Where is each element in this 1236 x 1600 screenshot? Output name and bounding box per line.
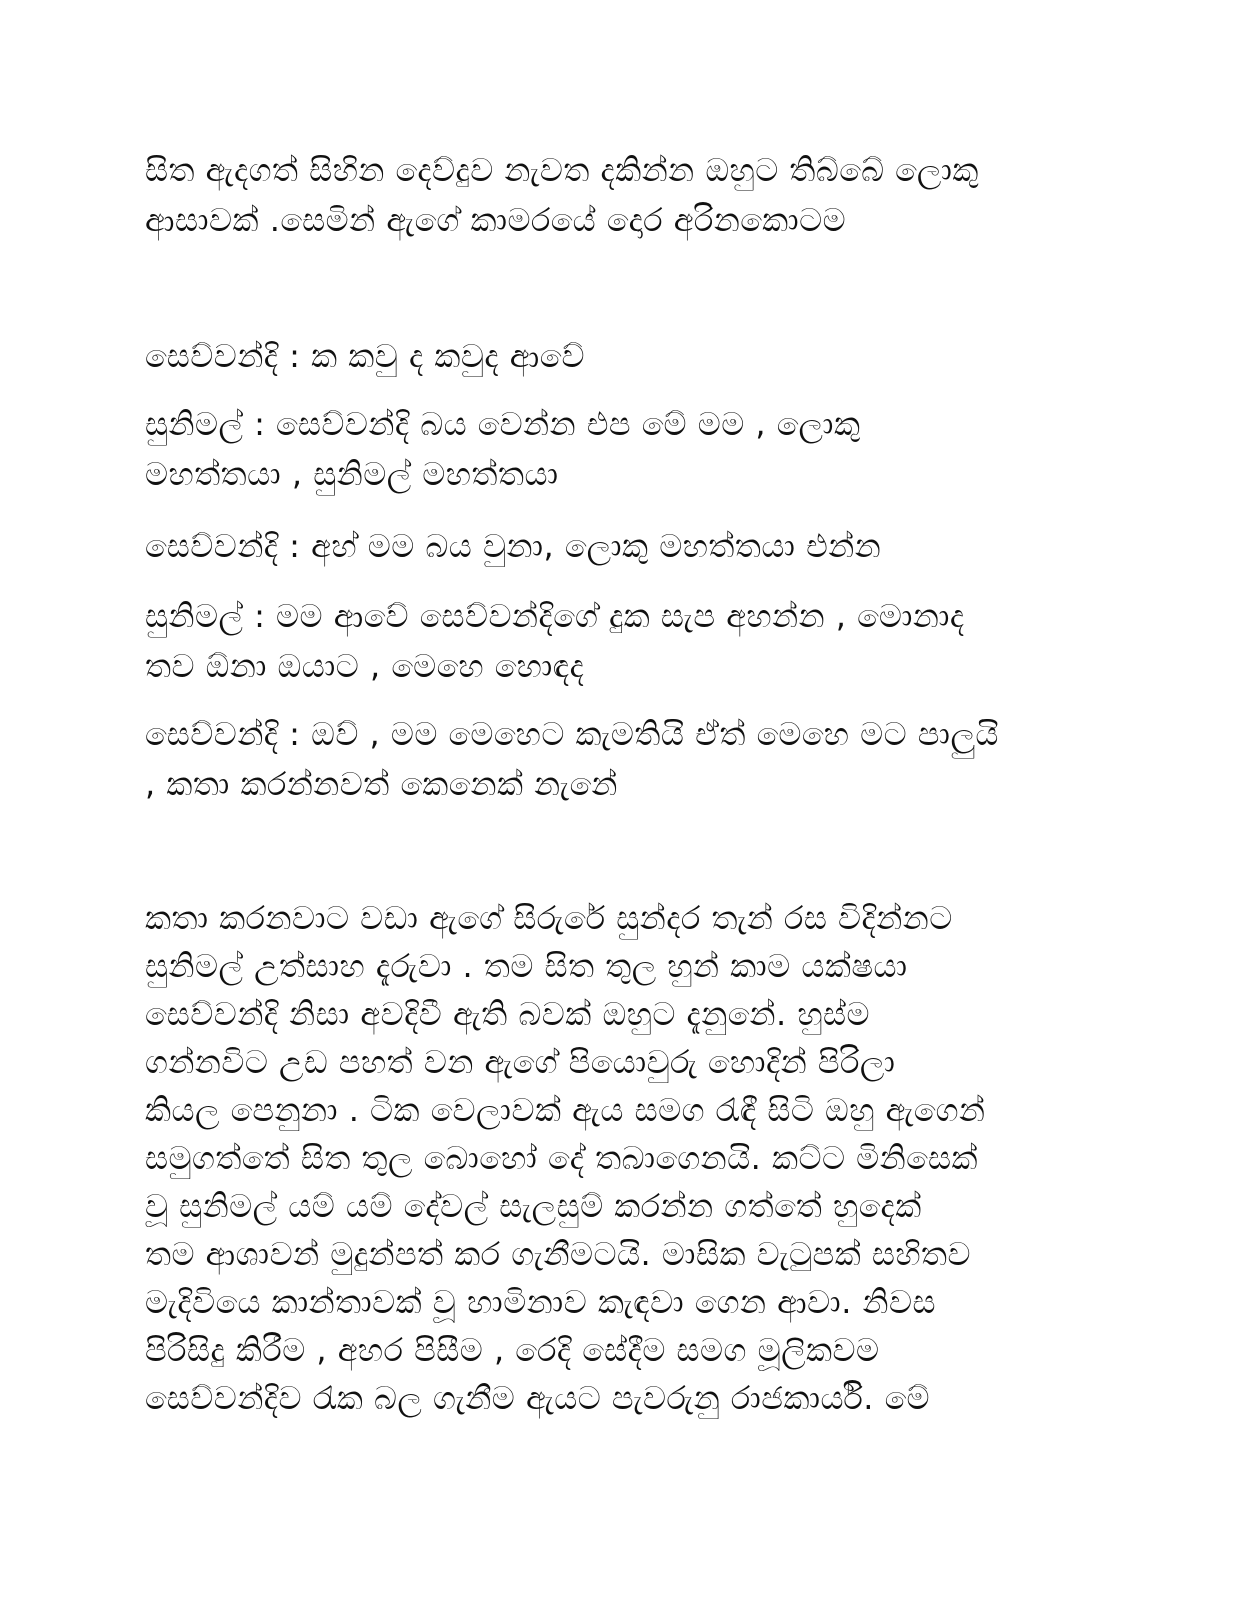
intro-line-2: ආසාවක් .සෙමින් ඇගේ කාමරයේ දොර අරිනකොටම: [145, 201, 847, 239]
dialogue-sunimal-2-line-1: සුනිමල් : මම ආවේ සෙව්වන්දිගේ දුක සැප අහන්න , මොනාද: [145, 597, 965, 635]
narrative-line-8: තම ආශාවන් මුදුන්පත් කර ගැනීමටයි. මාසික වැටුපක් සහිතව: [145, 1235, 972, 1273]
intro-line-1: සිත ඇදගත් සිහින දෙව්දුව නැවත දකින්න ඔහුට තිබ්බේ ලොකු: [145, 151, 979, 189]
dialogue-sunimal-1-line-1: සුනිමල් : සෙව්වන්දි බය වෙන්න එප මේ මම , ලොකු: [145, 405, 861, 443]
narrative-line-3: සෙව්වන්දි නිසා අවදිවී ඇති බවක් ඔහුට දැනුනේ. හුස්ම: [145, 995, 871, 1033]
dialogue-sewwandi-2: සෙව්වන්දි : අහ් මම බය වුනා, ලොකු මහත්තයා එන්න: [145, 527, 882, 565]
narrative-line-7: වූ සුනිමල් යම් යම් දේවල් සැලසුම් කරන්න ගත්තේ හුදෙක්: [145, 1187, 922, 1225]
narrative-line-2: සුනිමල් උත්සාහ දැරුවා . තම සිත තුල හුන් කාම යක්ෂයා: [145, 947, 908, 985]
narrative-line-1: කතා කරනවාට වඩා ඇගේ සිරුරේ සුන්දර තැන් රස විදින්නට: [145, 899, 953, 937]
dialogue-sunimal-2-line-2: තව ඕනා ඔයාට , මෙහෙ හොඳද: [145, 647, 585, 685]
dialogue-sewwandi-3-line-1: සෙව්වන්දි : ඔව් , මම මෙහෙට කැමතියි ඒත් මෙහෙ මට පාලුයි: [145, 715, 999, 753]
dialogue-sewwandi-1: සෙව්වන්දි : ක කවු ද කවුද ආවේ: [145, 337, 586, 375]
narrative-line-5: කියල පෙනුනා . ටික වෙලාවක් ඇය සමග රැඳී සිටි ඔහු ඇගෙන්: [145, 1091, 986, 1129]
dialogue-sewwandi-3-line-2: , කතා කරන්නවත් කෙනෙක් නැනේ: [145, 765, 618, 803]
dialogue-sunimal-1-line-2: මහත්තයා , සුනිමල් මහත්තයා: [145, 455, 559, 493]
narrative-line-4: ගන්නවිට උඩ පහත් වන ඇගේ පියොවුරු හොදින් පිරිලා: [145, 1043, 896, 1081]
narrative-line-10: පිරිසිදු කිරීම , අහර පිසීම , රෙදි සේදීම සමග මූලිකවම: [145, 1331, 880, 1369]
narrative-line-6: සමුගත්තේ සිත තුල බොහෝ දේ තබාගෙනයි. කට්ට මිනිසෙක්: [145, 1139, 978, 1177]
narrative-line-9: මැදිවියෙ කාන්තාවක් වූ හාමිනාව කැඳවා ගෙන ආවා. නිවස: [145, 1283, 937, 1321]
narrative-line-11: සෙව්වන්දිව රැක බල ගැනීම ඇයට පැවරුනු රාජකාර්යි. මේ: [145, 1379, 930, 1417]
